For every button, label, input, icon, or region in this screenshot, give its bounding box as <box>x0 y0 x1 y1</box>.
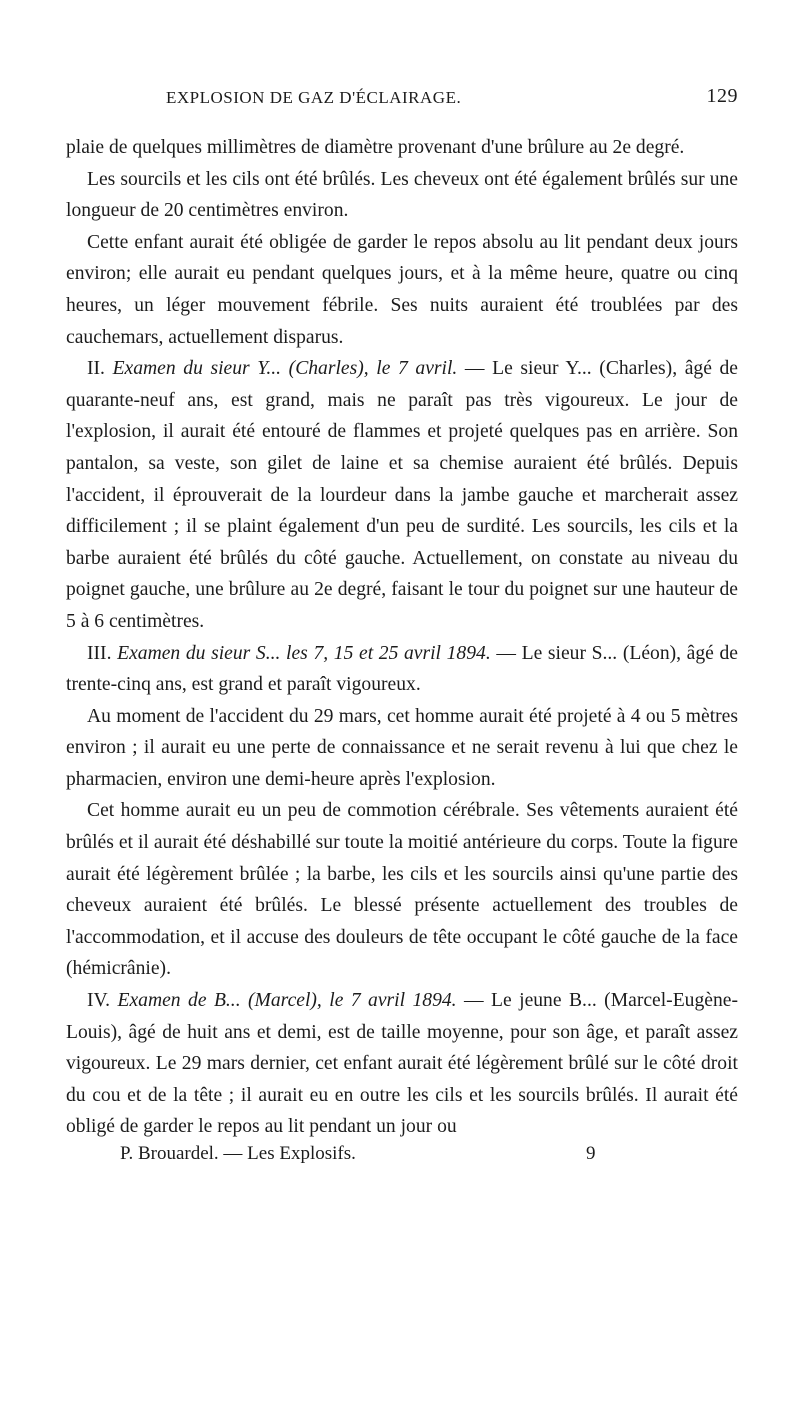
paragraph-examen-2 <box>66 353 738 637</box>
paragraph-6: Au moment de l'accident du 29 mars, cet homme aurait été projeté à 4 ou 5 mètres environ ; il aurait eu une perte de connaissance et ne serait revenu à lui que chez le pharmacien, environ une demi-heure après l'explosion. <box>66 705 738 790</box>
running-title: EXPLOSION DE GAZ D'ÉCLAIRAGE. <box>166 88 462 107</box>
section-heading: Examen de B... (Marcel), le 7 avril 1894. <box>117 990 457 1012</box>
paragraph-7: Cet homme aurait eu un peu de commotion cérébrale. Ses vêtements auraient été brûlés et il aurait été déshabillé sur toute la moitié antérieure du corps. Toute la figure aurait été légèrement brûlée ; la barbe, les cils et les sourcils ainsi qu'une partie des cheveux auraient été brûlés. Le blessé présente actuellement des troubles de l'accommodation, et il accuse des douleurs de tête occupant le côté gauche de la face (hémicrânie). <box>66 800 738 980</box>
paragraph-3: Cette enfant aurait été obligée de garder le repos absolu au lit pendant deux jours environ; elle aurait eu pendant quelques jours, et à la même heure, quatre ou cinq heures, un léger mouvement fébrile. Ses nuits auraient été troublées par des cauchemars, actuellement disparus. <box>66 231 738 348</box>
section-heading: Examen du sieur S... les 7, 15 et 25 avril 1894. <box>117 642 491 664</box>
section-heading: Examen du sieur Y... (Charles), le 7 avril. <box>112 358 458 380</box>
book-page <box>66 85 738 1171</box>
paragraph-2: Les sourcils et les cils ont été brûlés. Les cheveux ont été également brûlés sur une longueur de 20 centimètres environ. <box>66 168 738 222</box>
running-head <box>66 85 738 118</box>
footer-author: P. Brouardel. — Les Explosifs. <box>120 1143 356 1164</box>
paragraph-examen-4 <box>66 985 738 1143</box>
section-text: — Le sieur Y... (Charles), âgé de quarante-neuf ans, est grand, mais ne paraît pas très vigoureux. Le jour de l'explosion, il aurait été entouré de flammes et projeté quelques pas en arrière. Son pantalon, sa veste, son gilet de laine et sa chemise auraient été brûlés. Depuis l'accident, il éprouverait de la lourdeur dans la jambe gauche et marcherait assez difficilement ; il se plaint également d'un peu de surdité. Les sourcils, les cils et la barbe auraient été brûlés du côté gauche. Actuellement, on constate au niveau du poignet gauche, une brûlure au 2e degré, faisant le tour du poignet sur une hauteur de 5 à 6 centimètres. <box>66 358 738 632</box>
paragraph-examen-3 <box>66 638 738 701</box>
section-number: IV. <box>87 990 111 1012</box>
footer-signature: 9 <box>586 1143 596 1164</box>
section-number: II. <box>87 358 105 380</box>
section-text: — Le jeune B... (Marcel-Eugène-Louis), âgé de huit ans et demi, est de taille moyenne, pour son âge, et paraît assez vigoureux. Le 29 mars dernier, cet enfant aurait été légèrement brûlé sur le côté droit du cou et de la tête ; il aurait eu en outre les cils et les sourcils brûlés. Il aurait été obligé de garder le repos au lit pendant un jour ou <box>66 990 738 1138</box>
page-footer <box>66 1143 738 1171</box>
page-number: 129 <box>706 85 738 107</box>
section-text: — Le sieur S... (Léon), âgé de trente-cinq ans, est grand et paraît vigoureux. <box>66 642 738 696</box>
body-text <box>66 132 738 1143</box>
section-number: III. <box>87 642 112 664</box>
paragraph-1: plaie de quelques millimètres de diamètre provenant d'une brûlure au 2e degré. <box>66 137 685 158</box>
